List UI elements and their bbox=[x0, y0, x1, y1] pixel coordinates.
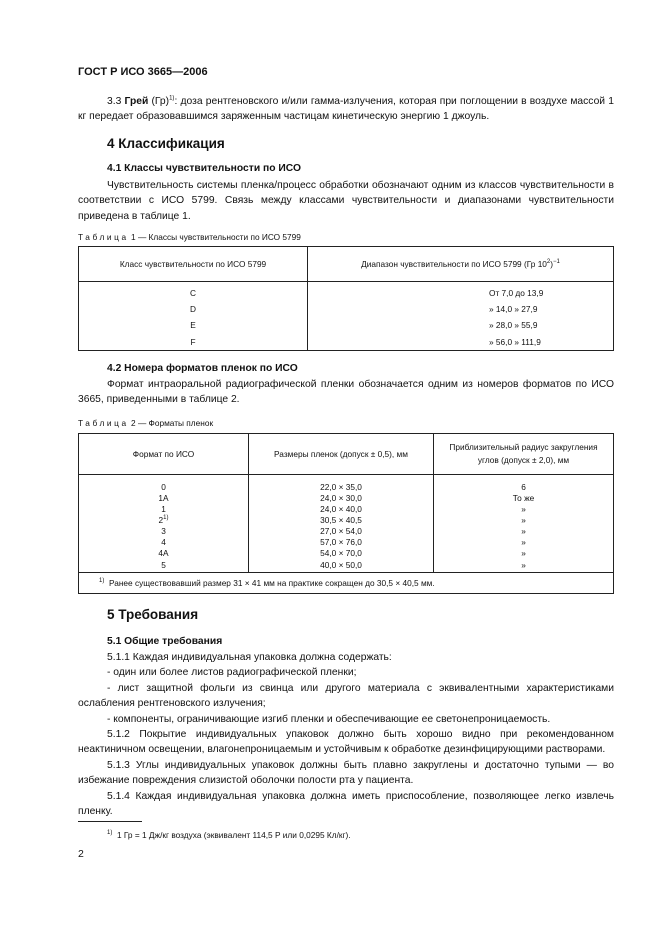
table-2-cell-radius: » bbox=[434, 525, 614, 536]
table-2-cell-size: 54,0 × 70,0 bbox=[249, 547, 434, 558]
table-1-caption-word: Таблица bbox=[78, 232, 129, 242]
table-1-cell-class: E bbox=[79, 317, 308, 333]
table-2-caption bbox=[78, 418, 213, 428]
table-2-cell-size: 24,0 × 30,0 bbox=[249, 492, 434, 503]
page-footnote-text: 1 Гр = 1 Дж/кг воздуха (эквивалент 114,5 Р или 0,0295 Кл/кг). bbox=[116, 830, 351, 840]
table-1-header-range: Диапазон чувствительности по ИСО 5799 (Гр $10^2)^{-1}$ bbox=[308, 247, 614, 282]
page-footnote-mark: 1) bbox=[107, 830, 113, 837]
table-2-cell-radius: » bbox=[434, 558, 614, 573]
page-footnote bbox=[107, 830, 351, 840]
subsection-4-2-title: 4.2 Номера форматов пленок по ИСО bbox=[107, 363, 298, 374]
table-2-cell-format: 3 bbox=[79, 525, 249, 536]
definition-text: : доза рентгеновского и/или гамма-излучения, которая при поглощении в воздухе массой 1 кг передает образовавшимся заряженным частицам кинетическую энергию 1 джоуль. bbox=[78, 96, 614, 123]
table-2-cell-format: 4 bbox=[79, 536, 249, 547]
definition-number: 3.3 bbox=[107, 96, 122, 107]
table-2-cell-radius: » bbox=[434, 503, 614, 514]
table-row bbox=[79, 514, 614, 525]
table-2-cell-format: 1A bbox=[79, 492, 249, 503]
table-1-caption-rest: 1 — Классы чувствительности по ИСО 5799 bbox=[128, 232, 301, 242]
table-2-caption-word: Таблица bbox=[78, 418, 129, 428]
table-row bbox=[79, 558, 614, 573]
table-2-cell-radius: » bbox=[434, 536, 614, 547]
section-4-title: 4 Классификация bbox=[107, 136, 225, 151]
subsection-4-1-title: 4.1 Классы чувствительности по ИСО bbox=[107, 163, 301, 174]
subsection-4-2-text: Формат интраоральной радиографической пленки обозначается одним из номеров форматов по ИСО 3665, приведенными в таблице 2. bbox=[78, 379, 614, 406]
table-1 bbox=[78, 246, 614, 351]
table-2-cell-size: 24,0 × 40,0 bbox=[249, 503, 434, 514]
paragraph-5-1-1: 5.1.1 Каждая индивидуальная упаковка должна содержать: bbox=[107, 652, 392, 663]
table-row bbox=[79, 301, 614, 317]
table-2-cell-format: 2$^{1)}$ bbox=[79, 514, 249, 525]
table-2-header-radius: Приблизительный радиус закругления углов (допуск ± 2,0), мм bbox=[434, 434, 614, 475]
table-2-cell-radius: » bbox=[434, 514, 614, 525]
table-2-cell-radius: То же bbox=[434, 492, 614, 503]
table-2-caption-rest: 2 — Форматы пленок bbox=[128, 418, 214, 428]
table-2-cell-size: 22,0 × 35,0 bbox=[249, 475, 434, 493]
table-1-cell-range: От 7,0 до 13,9 bbox=[308, 282, 614, 302]
table-2-cell-radius: 6 bbox=[434, 475, 614, 493]
table-row bbox=[79, 333, 614, 351]
table-2-header-size: Размеры пленок (допуск ± 0,5), мм bbox=[249, 434, 434, 475]
list-item: - один или более листов радиографической пленки; bbox=[107, 667, 357, 679]
table-1-cell-class: C bbox=[79, 282, 308, 302]
table-1-cell-range: » 14,0 » 27,9 bbox=[308, 301, 614, 317]
table-row bbox=[79, 547, 614, 558]
list-item: - компоненты, ограничивающие изгиб пленки и обеспечивающие ее светонепроницаемость. bbox=[107, 713, 551, 725]
table-1-cell-class: D bbox=[79, 301, 308, 317]
table-2-cell-radius: » bbox=[434, 547, 614, 558]
footnote-separator bbox=[78, 821, 142, 822]
subsection-4-1-text: Чувствительность системы пленка/процесс обработки обозначают одним из классов чувствительности в соответствии с ИСО 5799. Связь между классами чувствительности и диапазонами чувствительности приведена в таблице 1. bbox=[78, 180, 614, 222]
table-row bbox=[79, 475, 614, 493]
definition-abbr: (Гр) bbox=[151, 96, 170, 107]
footnote-ref: 1) bbox=[169, 95, 175, 102]
table-2-cell-size: 30,5 × 40,5 bbox=[249, 514, 434, 525]
table-row bbox=[79, 317, 614, 333]
table-1-header-class: Класс чувствительности по ИСО 5799 bbox=[79, 247, 308, 282]
table-row bbox=[79, 503, 614, 514]
paragraph-5-1-2: 5.1.2 Покрытие индивидуальных упаковок должно быть хорошо видно при рекомендованном неактиничном освещении, влагонепроницаемым и устойчивым к обработке дезинфицирующими растворами. bbox=[78, 729, 614, 756]
subsection-5-1-title: 5.1 Общие требования bbox=[107, 636, 223, 647]
table-2-cell-format: 0 bbox=[79, 475, 249, 493]
table-2-cell-format: 1 bbox=[79, 503, 249, 514]
table-2-cell-size: 27,0 × 54,0 bbox=[249, 525, 434, 536]
list-item: - лист защитной фольги из свинца или другого материала с эквивалентными характеристиками ослабления рентгеновского излучения; bbox=[78, 682, 614, 710]
table-2-cell-size: 40,0 × 50,0 bbox=[249, 558, 434, 573]
table-2 bbox=[78, 433, 614, 594]
definition-3-3 bbox=[78, 94, 614, 125]
table-2-cell-format: 5 bbox=[79, 558, 249, 573]
table-row bbox=[79, 525, 614, 536]
table-row bbox=[79, 282, 614, 302]
table-2-cell-size: 57,0 × 76,0 bbox=[249, 536, 434, 547]
document-code: ГОСТ Р ИСО 3665—2006 bbox=[78, 66, 208, 78]
page-number: 2 bbox=[78, 848, 84, 860]
table-2-cell-format: 4A bbox=[79, 547, 249, 558]
table-1-caption bbox=[78, 232, 301, 242]
paragraph-5-1-4: 5.1.4 Каждая индивидуальная упаковка должна иметь приспособление, позволяющее легко извлечь пленку. bbox=[78, 790, 614, 818]
table-row bbox=[79, 536, 614, 547]
table-1-cell-class: F bbox=[79, 333, 308, 351]
table-2-footnote: $^{1)}$ Ранее существовавший размер 31 × 41 мм на практике сокращен до 30,5 × 40,5 мм. bbox=[79, 573, 614, 594]
table-1-cell-range: » 28,0 » 55,9 bbox=[308, 317, 614, 333]
table-2-footnote-row bbox=[79, 573, 614, 594]
requirements-body bbox=[78, 650, 614, 819]
definition-term: Грей bbox=[124, 96, 149, 107]
table-2-header-format: Формат по ИСО bbox=[79, 434, 249, 475]
section-5-title: 5 Требования bbox=[107, 607, 199, 622]
paragraph-5-1-3: 5.1.3 Углы индивидуальных упаковок должны быть плавно закруглены и достаточно тупыми — во избежание повреждения слизистой оболочки полости рта у пациента. bbox=[78, 759, 614, 787]
table-row bbox=[79, 492, 614, 503]
table-1-cell-range: » 56,0 » 111,9 bbox=[308, 333, 614, 351]
